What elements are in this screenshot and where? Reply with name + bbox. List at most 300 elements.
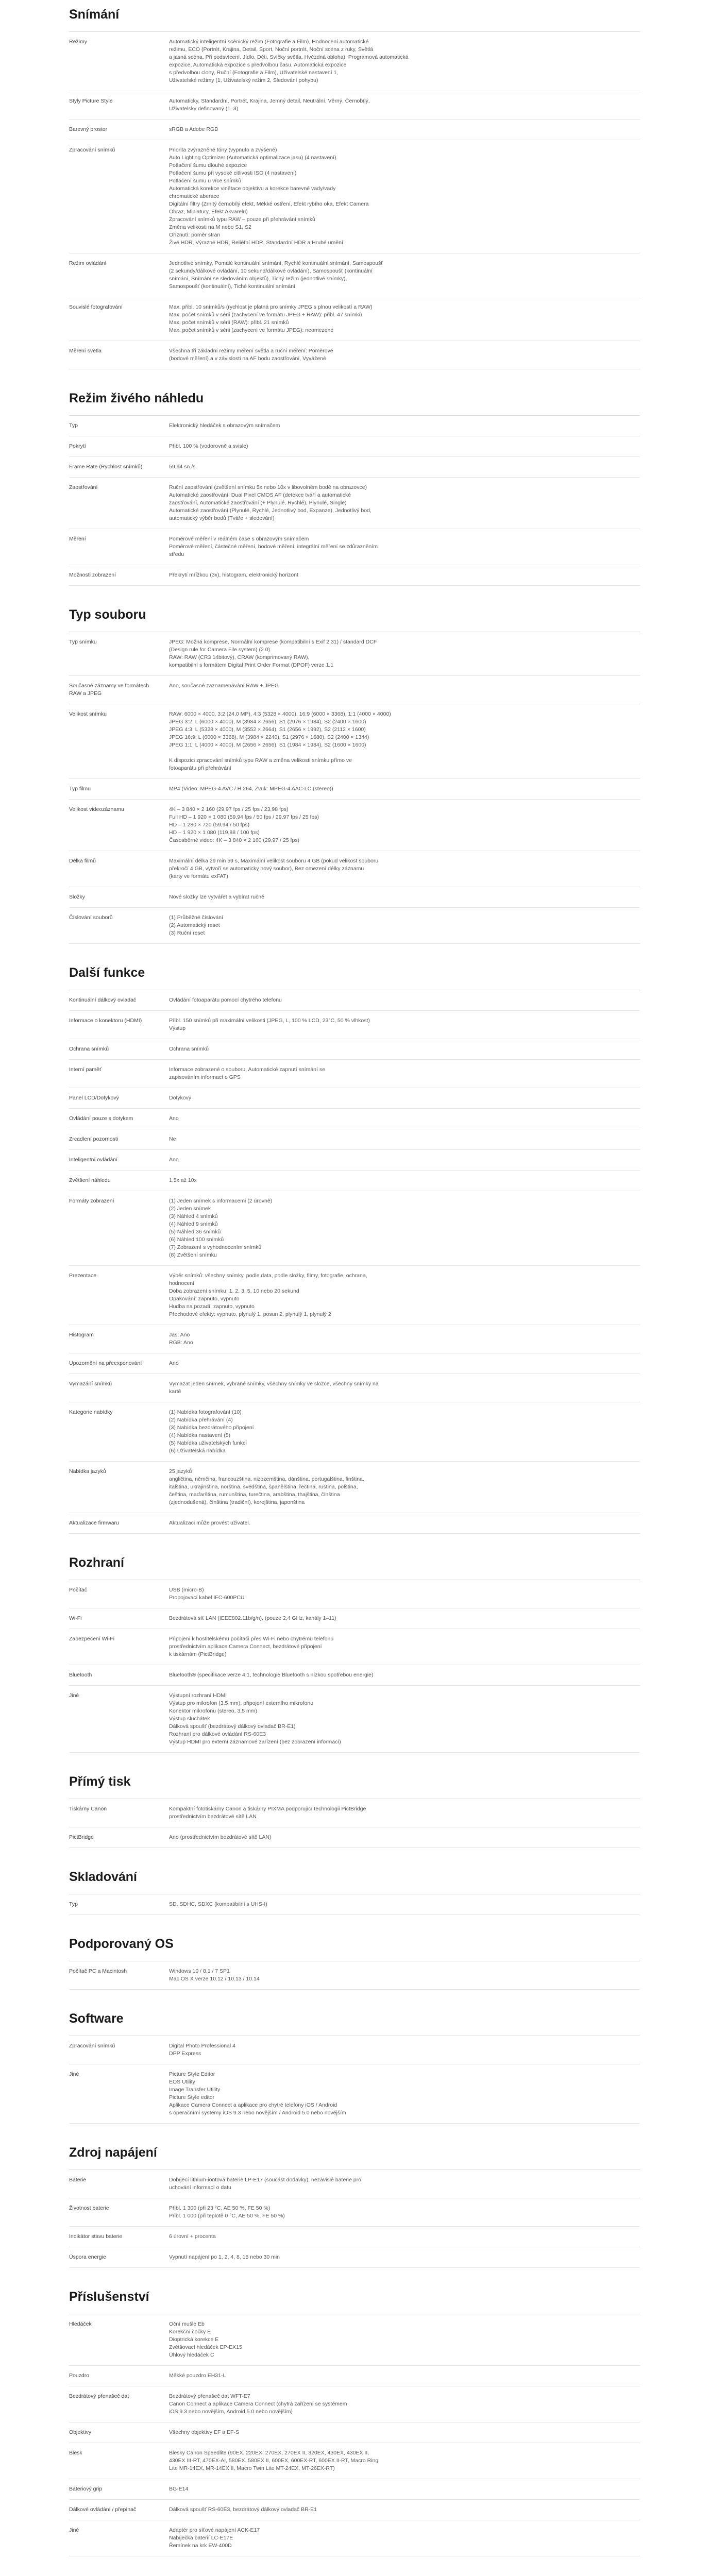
spec-value [169,1968,640,1983]
spec-value-line: (3) Náhled 4 snímků [169,1213,218,1219]
spec-label: Prezentace [69,1273,97,1279]
spec-row [69,2036,640,2064]
spec-value-line: (3) Ruční reset [169,930,205,936]
section-title: Snímání [69,0,640,32]
spec-value [169,2506,640,2514]
spec-label: Tiskárny Canon [69,1806,107,1812]
spec-value [169,1136,640,1143]
spec-value-line: Samospoušť (kontinuální), Tiché kontinuální snímání [169,283,295,290]
spec-label: Bluetooth [69,1672,92,1678]
spec-label: Kategorie nabídky [69,1409,113,1415]
spec-value-line: s operačními systémy iOS 9.3 nebo novějším / Android 5.0 nebo novějším [169,2110,346,2116]
spec-value-line: Ano [169,1360,179,1366]
spec-value-line: Dobíjecí lithium-iontová baterie LP-E17 (součást dodávky), nezávislé baterie pro [169,2177,361,2183]
spec-value-line: Přibl. 1 300 (při 23 °C, AE 50 %, FE 50 %) [169,2205,271,2211]
spec-row [69,1039,640,1060]
spec-row [69,676,640,704]
spec-value-line: Připojení k hostitelskému počítači přes Wi-Fi nebo chytrému telefonu [169,1636,334,1642]
spec-value-line: Aktualizaci může provést uživatel. [169,1520,250,1526]
spec-value-line: 6 úrovní + procenta [169,2233,216,2240]
spec-value-line: Digitální filtry (Zrnitý černobílý efekt, Měkké ostření, Efekt rybího oka, Efekt Camera [169,201,369,207]
spec-row [69,2500,640,2520]
spec-value-line: Aplikace Camera Connect a aplikace pro chytré telefony iOS / Android [169,2102,337,2108]
spec-value [169,1380,640,1396]
spec-value [169,1115,640,1123]
spec-value-line: MP4 (Video: MPEG-4 AVC / H.264, Zvuk: MPEG-4 AAC-LC (stereo)) [169,786,333,792]
spec-value-line: Max. počet snímků v sérii (RAW): přibl. 21 snímků [169,319,289,326]
spec-label: Měření [69,536,86,542]
spec-row [69,1011,640,1039]
spec-label: Složky [69,894,85,900]
spec-value-line: Měkké pouzdro EH31-L [169,2372,226,2379]
spec-row [69,2422,640,2443]
spec-label: Délka filmů [69,858,96,864]
spec-row [69,478,640,529]
spec-value-line: Uživatelské režimy (1, Uživatelský režim 2, Sledování pohybu) [169,77,318,83]
spec-row [69,1171,640,1191]
spec-label: Velikost videozáznamu [69,806,124,812]
spec-value-line: Výstup [169,1025,186,1031]
spec-value-line: Nabíječka baterií LC-E17E [169,2535,233,2541]
spec-label: Aktualizace firmwaru [69,1520,119,1526]
spec-value-line: Ochrana snímků [169,1046,209,1052]
spec-value-line: Digital Photo Professional 4 [169,2043,235,2049]
spec-value-line: a jasná scéna, Při podsvícení, Jídlo, Děti, Svíčky světla, Hvězdná obloha), Programová automatická [169,54,409,60]
spec-value-line: Přibl. 1 000 (při teplotě 0 °C, AE 50 %, FE 50 %) [169,2213,285,2219]
spec-row [69,1827,640,1848]
spec-section-skladovani [69,1848,640,1915]
spec-value-line: K dispozici zpracování snímků typu RAW a změna velikosti snímku přímo ve [169,757,352,764]
section-title: Další funkce [69,944,640,990]
spec-row [69,1088,640,1109]
spec-label: Bezdrátový přenašeč dat [69,2393,129,2399]
spec-value-line: Výstup HDMI pro externí záznamové zařízení (bez zobrazení informací) [169,1739,341,1745]
spec-row [69,1462,640,1513]
spec-row [69,1129,640,1150]
spec-row [69,2443,640,2479]
section-title: Režim živého náhledu [69,369,640,416]
spec-value-line [169,749,640,757]
spec-value [169,97,640,113]
spec-value-line: Poměrové měření v reálném čase s obrazovým snímačem [169,536,309,542]
spec-value-line: RAW: RAW (CR3 14bitový), CRAW (komprimovaný RAW), [169,654,310,660]
spec-label: Zabezpečení Wi-Fi [69,1636,115,1642]
spec-label: Jiné [69,2071,79,2077]
spec-row [69,887,640,908]
spec-value-line: (1) Jeden snímek s informacemi (2 úrovně) [169,1198,273,1204]
spec-value-line: 59,94 sn./s [169,464,196,470]
spec-row [69,1580,640,1608]
spec-value-line: Oční mušle Eb [169,2321,205,2327]
spec-value [169,1094,640,1102]
spec-value [169,2527,640,2550]
spec-value-line: 430EX III-RT, 470EX-AI, 580EX, 580EX II, 600EX, 600EX-RT, 600EX II-RT, Macro Ring [169,2458,379,2464]
spec-value [169,1834,640,1841]
section-title: Podporovaný OS [69,1915,640,1961]
spec-value-line: Ano (prostřednictvím bezdrátové sítě LAN) [169,1834,272,1840]
spec-value-line: (8) Zvětšení snímku [169,1252,217,1258]
spec-label: PictBridge [69,1834,94,1840]
spec-row [69,1266,640,1325]
spec-value-line: (6) Náhled 100 snímků [169,1236,224,1243]
spec-row [69,1961,640,1990]
spec-section-typ-souboru [69,586,640,944]
spec-row [69,1665,640,1686]
spec-value [169,347,640,363]
spec-value [169,2233,640,2241]
spec-value-line: Všechna tři základní režimy měření světla a ruční měření: Poměrové [169,348,333,354]
spec-label: Zpracování snímků [69,2043,115,2049]
spec-label: Režim ovládání [69,260,107,266]
spec-value-line: italština, ukrajinština, norština, švédština, španělština, řečtina, ruština, polština, [169,1484,358,1490]
spec-row [69,1629,640,1665]
spec-row [69,32,640,91]
spec-row [69,120,640,140]
spec-label: Souvislé fotografování [69,304,123,310]
spec-row [69,2314,640,2366]
section-title: Zdroj napájení [69,2124,640,2170]
spec-value [169,893,640,901]
spec-value-line: RGB: Ano [169,1340,193,1346]
spec-row [69,2386,640,2422]
spec-value-line: Konektor mikrofonu (stereo, 3,5 mm) [169,1708,257,1714]
spec-value [169,260,640,291]
spec-row [69,1325,640,1353]
spec-value-line: JPEG 16:9: L (6000 × 3368), M (3984 × 2240), S1 (2976 × 1680), S2 (2400 × 1344) [169,734,369,740]
spec-value-line: Hudba na pozadí: zapnuto, vypnuto [169,1303,255,1310]
spec-value [169,1635,640,1658]
spec-value-line: Max. přibl. 10 snímků/s (rychlost je platná pro snímky JPEG s plnou velikostí a RAW) [169,304,373,310]
spec-section-primy-tisk [69,1753,640,1848]
spec-row [69,416,640,436]
spec-label: Frame Rate (Rychlost snímků) [69,464,143,470]
spec-section-rozhrani [69,1534,640,1753]
spec-row [69,704,640,779]
spec-value-line: středu [169,551,184,557]
spec-label: Zpracování snímků [69,147,115,153]
spec-label: Jiné [69,2527,79,2533]
spec-value [169,996,640,1004]
spec-value-line: (bodové měření) a v závislosti na AF bodu zaostřování, Vyvážené [169,355,326,362]
spec-row [69,851,640,887]
spec-label: Jiné [69,1692,79,1699]
spec-row [69,565,640,586]
spec-value-line: Obraz, Miniatury, Efekt Akvarelu) [169,209,248,215]
spec-value-line: SD, SDHC, SDXC (kompatibilní s UHS-I) [169,1901,267,1907]
spec-value-line: Jednotlivé snímky, Pomalé kontinuální snímání, Rychlé kontinuální snímání, Samospoušť [169,260,383,266]
spec-value-line: Opakování: zapnuto, vypnuto [169,1296,240,1302]
spec-row [69,2247,640,2268]
spec-value-line: Automatické zaostřování (Plynulé, Rychlé, Jednotlivý bod, Expanze), Jednotlivý bod, [169,507,372,514]
spec-value-line: Ne [169,1136,176,1142]
spec-value-line: 1,5x až 10x [169,1177,197,1183]
spec-value-line: Image Transfer Utility [169,2087,221,2093]
spec-value-line: Picture Style Editor [169,2071,215,2077]
spec-label: Baterie [69,2177,87,2183]
spec-value-line: Lite MR-14EX, MR-14EX II, Macro Twin Lite MT-24EX, MT-26EX-RT) [169,2465,335,2471]
spec-row [69,908,640,944]
spec-section-snimani [69,0,640,369]
spec-value [169,1045,640,1053]
spec-value-line: expozice, Automatická expozice s předvolbou času, Automatická expozice [169,62,347,68]
spec-label: Histogram [69,1332,94,1338]
spec-value-line: (zjednodušená), čínština (tradiční), korejština, japonština [169,1499,305,1505]
spec-value [169,2320,640,2359]
spec-row [69,2198,640,2227]
spec-value-line: Dálková spoušť RS-60E3, bezdrátový dálkový ovladač BR-E1 [169,2506,317,2513]
spec-section-prislusenstvi [69,2268,640,2556]
spec-label: Kontinuální dálkový ovladač [69,997,137,1003]
spec-row [69,1686,640,1753]
spec-value [169,443,640,450]
spec-value [169,535,640,558]
spec-value-line: Dotykový [169,1095,192,1101]
spec-value-line: angličtina, němčina, francouzština, nizozemština, dánština, portugalština, finština, [169,1476,364,1482]
spec-value-line: Překrytí mřížkou (3x), histogram, elektronický horizont [169,572,298,578]
spec-value [169,638,640,669]
spec-row [69,1060,640,1088]
spec-value-line: Výstupní rozhraní HDMI [169,1692,227,1699]
spec-value-line: Korekční čočky E [169,2329,211,2335]
spec-value-line: Úhlový hledáček C [169,2352,214,2358]
spec-value [169,1692,640,1746]
spec-value-line: uchování informací o datu [169,2184,231,2191]
spec-value [169,463,640,471]
spec-value [169,1519,640,1527]
spec-value-line: (Design rule for Camera File system) (2.0) [169,647,271,653]
spec-value [169,1177,640,1184]
spec-label: Ochrana snímků [69,1046,109,1052]
spec-value-line: Blesky Canon Speedlite (90EX, 220EX, 270EX, 270EX II, 320EX, 430EX, 430EX II, [169,2450,369,2456]
spec-row [69,990,640,1011]
spec-value [169,1017,640,1032]
spec-value-line: Priorita zvýrazněné tóny (vypnuto a zvýšené) [169,147,277,153]
spec-value-line: (7) Zobrazení s vyhodnocením snímků [169,1244,262,1250]
spec-row [69,2064,640,2124]
spec-label: Typ [69,1901,78,1907]
spec-row [69,1402,640,1462]
spec-row [69,2366,640,2386]
spec-value-line: Ovládání fotoaparátu pomocí chytrého telefonu [169,997,282,1003]
spec-value-line: Kompaktní fototiskárny Canon a tiskárny PIXMA podporující technologii PictBridge [169,1806,366,1812]
spec-value-line: (2) Jeden snímek [169,1206,211,1212]
spec-label: Upozornění na přeexponování [69,1360,142,1366]
spec-value-line: HD – 1 920 × 1 080 (119,88 / 100 fps) [169,829,260,836]
spec-row [69,1191,640,1266]
spec-value-line: Automatický inteligentní scénický režim (Fotografie a Film), Hodnocení automatické [169,39,369,45]
section-title: Rozhraní [69,1534,640,1580]
spec-value [169,1805,640,1821]
spec-row [69,1608,640,1629]
spec-row [69,529,640,565]
spec-label: Dálkové ovládání / přepínač [69,2506,137,2513]
spec-value [169,571,640,579]
spec-label: Zvětšení náhledu [69,1177,111,1183]
spec-value-line: Informace zobrazené o souboru, Automatické zapnutí snímání se [169,1066,325,1073]
spec-value [169,710,640,772]
spec-section-podporovany-os [69,1915,640,1990]
spec-value-line: (1) Nabídka fotografování (10) [169,1409,242,1415]
spec-value-line: Full HD – 1 920 × 1 080 (59,94 fps / 50 fps / 29,97 fps / 25 fps) [169,814,319,820]
spec-value-line: Poměrové měření, částečné měření, bodové měření, integrální měření se zdůrazněním [169,544,378,550]
spec-label: Číslování souborů [69,914,113,921]
spec-value [169,2485,640,2493]
spec-value-line: JPEG 3:2: L (6000 × 4000), M (3984 × 2656), S1 (2976 × 1984), S2 (2400 × 1600) [169,719,366,725]
spec-value [169,1901,640,1908]
spec-row [69,1799,640,1827]
spec-label: Styly Picture Style [69,98,113,104]
spec-value-line: iOS 9.3 nebo novějším, Android 5.0 nebo novějším) [169,2409,293,2415]
spec-value-line: Propojovací kabel IFC-600PCU [169,1595,245,1601]
section-title: Software [69,1990,640,2036]
spec-value [169,2176,640,2192]
spec-value-line: čeština, maďarština, rumunština, turečtina, arabština, thajština, čínština [169,1492,340,1498]
spec-value-line: JPEG: Možná komprese, Normální komprese (kompatibilní s Exif 2.31) / standard DCF [169,639,377,645]
spec-value-line: Nové složky lze vytvářet a vybírat ručně [169,894,264,900]
spec-value-line: Výběr snímků: všechny snímky, podle data, podle složky, filmy, fotografie, ochrana, [169,1273,367,1279]
spec-value-line: Ano [169,1157,179,1163]
spec-value-line: Windows 10 / 8.1 / 7 SP1 [169,1968,230,1974]
spec-value-line: fotoaparátu při přehrávání [169,765,231,771]
spec-value [169,146,640,247]
spec-value-line: Potlačení šumu dlouhé expozice [169,162,247,168]
spec-label: Informace o konektoru (HDMI) [69,1018,142,1024]
spec-label: Blesk [69,2450,82,2456]
spec-value [169,484,640,522]
spec-value [169,422,640,430]
spec-value-line: (2) Automatický reset [169,922,220,928]
spec-value-line: Jas: Ano [169,1332,190,1338]
spec-label: Velikost snímku [69,711,107,717]
spec-row [69,1353,640,1374]
spec-value-line: Max. počet snímků v sérii (zachycení ve formátu JPEG): neomezené [169,327,334,333]
spec-value-line: (1) Průběžné číslování [169,914,224,921]
spec-value [169,1272,640,1318]
spec-label: Měření světla [69,348,102,354]
spec-value-line: JPEG 1:1: L (4000 × 4000), M (2656 × 2656), S1 (1984 × 1984), S2 (1600 × 1600) [169,742,366,748]
spec-label: Úspora energie [69,2254,106,2260]
spec-label: Možnosti zobrazení [69,572,116,578]
spec-section-rezim-ziveho-nahledu [69,369,640,586]
spec-label: Formáty zobrazení [69,1198,114,1204]
spec-section-zdroj-napajeni [69,2124,640,2268]
spec-value-line: JPEG 4:3: L (5328 × 4000), M (3552 × 2664), S1 (2656 × 1992), S2 (2112 × 1600) [169,726,366,733]
spec-value-line: RAW: 6000 × 4000, 3:2 (24,0 MP), 4:3 (5328 × 4000), 16:9 (6000 × 3368), 1:1 (4000 × 4000) [169,711,391,717]
spec-value-line: HD – 1 280 × 720 (59,94 / 50 fps) [169,822,250,828]
spec-value [169,1066,640,1081]
page-bottom-spacer [69,2556,640,2573]
spec-value-line: EOS Utility [169,2079,195,2085]
section-title: Příslušenství [69,2268,640,2314]
spec-value-line: Max. počet snímků v sérii (zachycení ve formátu JPEG + RAW): přibl. 47 snímků [169,312,362,318]
spec-value-line: Rozhraní pro dálkové ovládání RS-60E3 [169,1731,266,1737]
spec-value [169,2393,640,2416]
spec-value-line: Bezdrátový přenašeč dat WFT-E7 [169,2393,250,2399]
spec-value [169,2205,640,2220]
spec-value [169,1360,640,1367]
spec-value-line: (5) Náhled 36 snímků [169,1229,221,1235]
spec-value-line: chromatické aberace [169,193,220,199]
spec-value-line: Zvětšovací hledáček EP-EX15 [169,2344,242,2350]
spec-label: Vymazání snímků [69,1381,112,1387]
spec-value-line: Canon Connect a aplikace Camera Connect (chytrá zařízení se systémem [169,2401,347,2407]
spec-value-line: 25 jazyků [169,1468,192,1475]
spec-label: Pouzdro [69,2372,90,2379]
spec-value-line: Zpracování snímků typu RAW – pouze při přehrávání snímků [169,216,315,223]
spec-value-line: sRGB a Adobe RGB [169,126,218,132]
spec-value [169,914,640,937]
spec-row [69,1894,640,1915]
section-title: Typ souboru [69,586,640,632]
spec-value-line: USB (micro-B) [169,1587,204,1593]
spec-value-line: Potlačení šumu u více snímků [169,178,242,184]
spec-value-line: překročí 4 GB, vytvoří se automaticky nový soubor), Bez omezení délky záznamu [169,866,364,872]
spec-value-line: Časosběrné video: 4K – 3 840 × 2 160 (29,97 / 25 fps) [169,837,300,843]
spec-value-line: Výstup pro mikrofon (3,5 mm), připojení externího mikrofonu [169,1700,314,1706]
spec-value-line: DPP Express [169,2050,201,2057]
section-title: Přímý tisk [69,1753,640,1799]
section-title: Skladování [69,1848,640,1894]
spec-label: Počítač [69,1587,88,1593]
spec-value-line: Doba zobrazení snímku: 1, 2, 3, 5, 10 nebo 20 sekund [169,1288,299,1294]
spec-row [69,2227,640,2247]
spec-value [169,1156,640,1164]
spec-value [169,806,640,844]
spec-label: Inteligentní ovládání [69,1157,117,1163]
spec-value-line: Živé HDR, Výrazné HDR, Reliéfní HDR, Standardní HDR a Hrubé umění [169,240,343,246]
spec-value [169,2372,640,2380]
spec-row [69,2479,640,2500]
spec-value-line: BG-E14 [169,2486,189,2492]
spec-value [169,1331,640,1347]
spec-value-line: 4K – 3 840 × 2 160 (29,97 fps / 25 fps / 23,98 fps) [169,806,289,812]
spec-row [69,1150,640,1171]
spec-value [169,1197,640,1259]
spec-value-line: Vypnutí napájení po 1, 2, 4, 8, 15 nebo 30 min [169,2254,280,2260]
spec-value [169,2071,640,2117]
spec-label: Nabídka jazyků [69,1468,106,1475]
spec-row [69,1109,640,1129]
spec-value-line: Ano [169,1115,179,1122]
spec-label: Pokrytí [69,443,86,449]
spec-value-line: Přechodové efekty: vypnuto, plynulý 1, posun 2, plynulý 1, plynulý 2 [169,1311,331,1317]
spec-value [169,857,640,880]
spec-value-line: prostřednictvím bezdrátové sítě LAN [169,1814,257,1820]
spec-value-line: Uživatelsky definovaný (1–3) [169,106,239,112]
spec-value-line: Všechny objektivy EF a EF-S [169,2429,239,2435]
spec-row [69,1513,640,1534]
spec-value [169,2253,640,2261]
spec-label: Ovládání pouze s dotykem [69,1115,133,1122]
spec-value [169,785,640,793]
spec-value-line: Mac OS X verze 10.12 / 10.13 / 10.14 [169,1976,260,1982]
spec-section-dalsi-funkce [69,944,640,1534]
spec-value-line: (4) Náhled 9 snímků [169,1221,218,1227]
spec-label: Počítač PC a Macintosh [69,1968,127,1974]
spec-value-line: (2) Nabídka přehrávání (4) [169,1417,233,1423]
spec-value-line: Řemínek na krk EW-400D [169,2543,232,2549]
spec-value [169,126,640,133]
spec-row [69,632,640,676]
spec-label: Typ snímku [69,639,97,645]
spec-value [169,1615,640,1622]
spec-value-line: snímání, Snímání se sledováním objektů), Tichý režim (jednotlivé snímky), [169,276,347,282]
spec-value-line: Přibl. 150 snímků při maximální velikosti (JPEG, L, 100 % LCD, 23°C, 50 % vlhkost) [169,1018,370,1024]
spec-value [169,2449,640,2472]
spec-value-line: Automatické zaostřování: Dual Pixel CMOS AF (detekce tváří a automatické [169,492,351,498]
spec-value [169,2429,640,2436]
spec-value-line: s předvolbou clony, Ruční (Fotografie a Film), Uživatelské nastavení 1, [169,70,339,76]
